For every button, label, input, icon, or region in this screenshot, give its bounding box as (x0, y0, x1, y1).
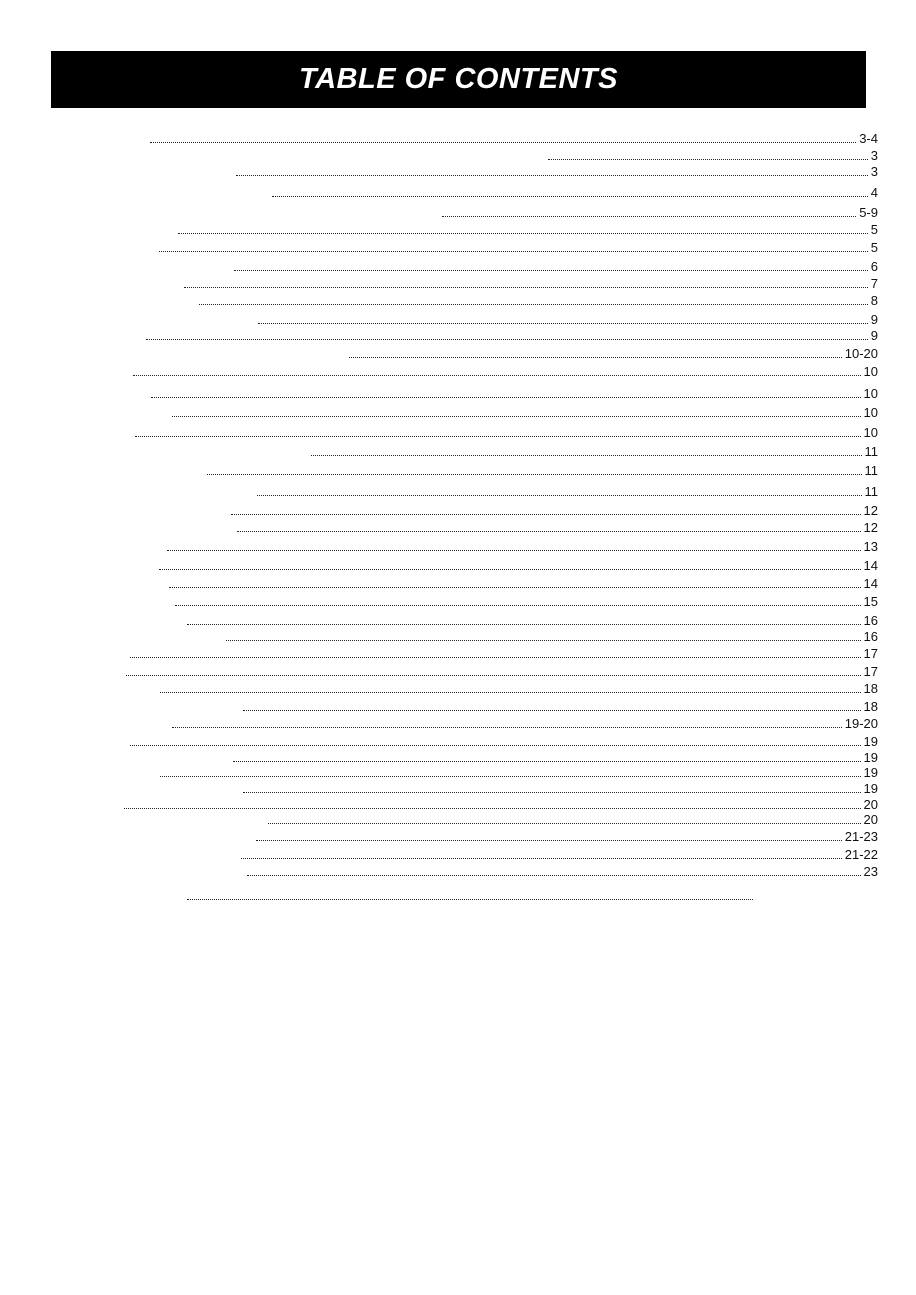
page-number: 4 (870, 185, 878, 200)
dot-leader (159, 251, 868, 252)
page-number: 11 (864, 484, 878, 499)
toc-entry (548, 148, 878, 164)
page-number: 16 (863, 613, 878, 628)
page-number: 8 (870, 293, 878, 308)
dot-leader (226, 640, 861, 641)
page-number: 13 (863, 539, 878, 554)
dot-leader (268, 823, 861, 824)
dot-leader (146, 339, 868, 340)
toc-entry (187, 613, 878, 629)
toc-entry (187, 888, 756, 904)
page-number: 5 (870, 240, 878, 255)
page-number: 18 (863, 681, 878, 696)
dot-leader (234, 270, 868, 271)
page-number: 3 (870, 164, 878, 179)
dot-leader (135, 436, 861, 437)
page-number: 15 (863, 594, 878, 609)
page-number: 9 (870, 328, 878, 343)
page-number: 17 (863, 646, 878, 661)
dot-leader (130, 657, 861, 658)
dot-leader (243, 792, 861, 793)
page-number: 20 (863, 797, 878, 812)
toc-entry (207, 463, 878, 479)
dot-leader (133, 375, 861, 376)
toc-entry (247, 864, 878, 880)
page-number: 5-9 (859, 205, 878, 220)
toc-entry (130, 734, 878, 750)
dot-leader (272, 196, 868, 197)
toc-entry (172, 716, 878, 732)
page-number: 20 (863, 812, 878, 827)
toc-entry (442, 205, 878, 221)
toc-entry (349, 346, 878, 362)
toc-entry (169, 576, 878, 592)
toc-entry (256, 829, 878, 845)
page-number: 3-4 (859, 131, 878, 146)
dot-leader (442, 216, 856, 217)
toc-entry (241, 847, 878, 863)
dot-leader (184, 287, 868, 288)
page-number: 14 (863, 558, 878, 573)
toc-entry (124, 797, 878, 813)
toc-entry (130, 646, 878, 662)
toc-entry (159, 240, 878, 256)
toc-entry (243, 699, 878, 715)
dot-leader (257, 495, 862, 496)
dot-leader (243, 710, 861, 711)
dot-leader (199, 304, 868, 305)
toc-entry (160, 765, 878, 781)
page-number: 19 (863, 765, 878, 780)
page-number: 10 (863, 364, 878, 379)
page-number: 19 (863, 734, 878, 749)
dot-leader (187, 624, 861, 625)
page-number: 12 (863, 520, 878, 535)
dot-leader (172, 727, 842, 728)
toc-entry (231, 503, 878, 519)
dot-leader (548, 159, 868, 160)
page-number: 18 (863, 699, 878, 714)
dot-leader (233, 761, 861, 762)
page-number: 23 (863, 864, 878, 879)
page-number: 11 (864, 444, 878, 459)
dot-leader (172, 416, 861, 417)
toc-entry (146, 328, 878, 344)
toc-entry (133, 364, 878, 380)
dot-leader (311, 455, 862, 456)
dot-leader (187, 899, 753, 900)
page-number: 21-23 (844, 829, 878, 844)
page-number: 6 (870, 259, 878, 274)
toc-entry (151, 386, 878, 402)
dot-leader (349, 357, 842, 358)
toc-entry (178, 222, 878, 238)
toc-entry (272, 185, 878, 201)
page-title: TABLE OF CONTENTS (51, 51, 866, 108)
dot-leader (231, 514, 861, 515)
dot-leader (126, 675, 861, 676)
dot-leader (241, 858, 842, 859)
dot-leader (159, 569, 861, 570)
toc-entry (172, 405, 878, 421)
toc-entry (184, 276, 878, 292)
toc-entry (311, 444, 878, 460)
page-number: 19-20 (844, 716, 878, 731)
toc-entry (258, 312, 878, 328)
toc-entry (226, 629, 878, 645)
page-number: 10 (863, 425, 878, 440)
toc-entry (135, 425, 878, 441)
dot-leader (175, 605, 861, 606)
page-number: 7 (870, 276, 878, 291)
toc-entry (237, 520, 878, 536)
page-number: 10 (863, 405, 878, 420)
dot-leader (160, 776, 861, 777)
page-number: 12 (863, 503, 878, 518)
toc-entry (150, 131, 878, 147)
dot-leader (150, 142, 856, 143)
toc-entry (160, 681, 878, 697)
toc-entry (233, 750, 878, 766)
dot-leader (236, 175, 868, 176)
dot-leader (124, 808, 861, 809)
dot-leader (247, 875, 861, 876)
dot-leader (256, 840, 842, 841)
page-number: 10-20 (844, 346, 878, 361)
toc-entry (268, 812, 878, 828)
toc-entry (257, 484, 878, 500)
page-number: 10 (863, 386, 878, 401)
toc-entry (126, 664, 878, 680)
dot-leader (130, 745, 861, 746)
page-number: 14 (863, 576, 878, 591)
page-number: 5 (870, 222, 878, 237)
dot-leader (169, 587, 861, 588)
dot-leader (178, 233, 868, 234)
page-number: 19 (863, 750, 878, 765)
page-number: 9 (870, 312, 878, 327)
toc-entry (159, 558, 878, 574)
dot-leader (237, 531, 861, 532)
toc-entry (199, 293, 878, 309)
toc-entry (243, 781, 878, 797)
toc-entry (236, 164, 878, 180)
toc-entry (175, 594, 878, 610)
toc-entry (167, 539, 878, 555)
toc-entry (234, 259, 878, 275)
dot-leader (167, 550, 861, 551)
page-number: 17 (863, 664, 878, 679)
page-number: 3 (870, 148, 878, 163)
page-number: 21-22 (844, 847, 878, 862)
dot-leader (258, 323, 868, 324)
dot-leader (160, 692, 861, 693)
page-number: 19 (863, 781, 878, 796)
page-number: 11 (864, 463, 878, 478)
dot-leader (207, 474, 862, 475)
page-number: 16 (863, 629, 878, 644)
dot-leader (151, 397, 861, 398)
